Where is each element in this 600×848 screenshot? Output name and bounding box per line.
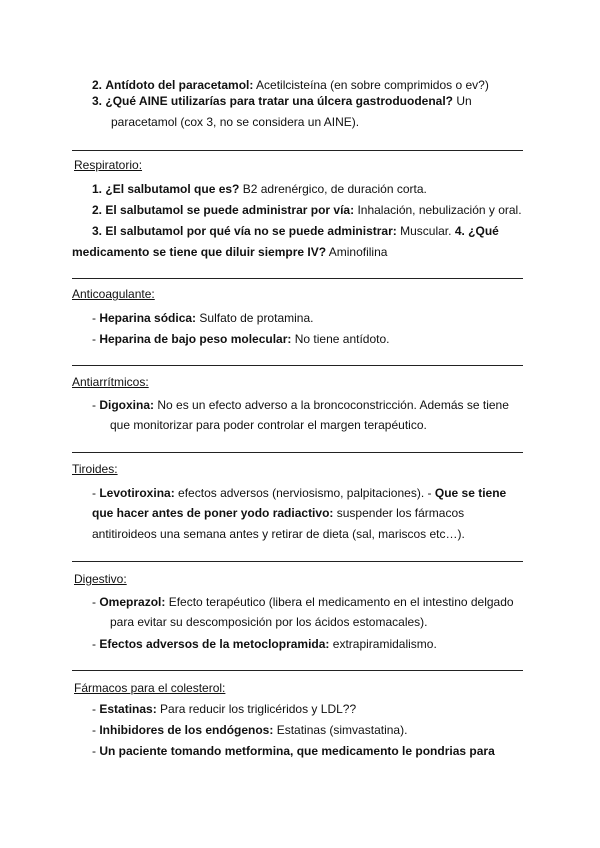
anticoagulante-item-2: - Heparina de bajo peso molecular: No tiene antídoto. (92, 332, 390, 346)
digestivo-item-1: - Omeprazol: Efecto terapéutico (libera el medicamento en el intestino delgado (92, 595, 514, 609)
intro-item-3: 3. ¿Qué AINE utilizarías para tratar una úlcera gastroduodenal? Un (92, 94, 472, 108)
section-title-respiratorio: Respiratorio: (74, 158, 143, 172)
section-title-tiroides: Tiroides: (72, 462, 118, 476)
section-title-antiarritmicos: Antiarrítmicos: (72, 375, 149, 389)
divider (72, 670, 523, 671)
section-title-anticoagulante: Anticoagulante: (72, 287, 155, 301)
intro-item-2: 2. Antídoto del paracetamol: Acetilcisteína (en sobre comprimidos o ev?) (92, 78, 489, 92)
antiarritmicos-item-1: - Digoxina: No es un efecto adverso a la broncoconstricción. Además se tiene (92, 398, 509, 412)
divider (72, 452, 523, 453)
colesterol-item-1: - Estatinas: Para reducir los triglicéridos y LDL?? (92, 702, 357, 716)
respiratorio-item-3: 3. El salbutamol por qué vía no se puede administrar: Muscular. 4. ¿Qué (92, 224, 499, 238)
divider (72, 278, 523, 279)
tiroides-item-2: que hacer antes de poner yodo radiactivo: suspender los fármacos (92, 506, 465, 520)
colesterol-item-2: - Inhibidores de los endógenos: Estatinas (simvastatina). (92, 723, 408, 737)
intro-item-3-cont: paracetamol (cox 3, no se considera un AINE). (111, 115, 360, 129)
tiroides-item-2-cont: antitiroideos una semana antes y retirar de dieta (sal, mariscos etc…). (92, 527, 465, 541)
tiroides-item-1: - Levotiroxina: efectos adversos (nerviosismo, palpitaciones). - Que se tiene (92, 486, 507, 500)
respiratorio-item-1: 1. ¿El salbutamol que es? B2 adrenérgico, de duración corta. (92, 182, 427, 196)
antiarritmicos-item-1-cont: que monitorizar para poder controlar el margen terapéutico. (110, 418, 427, 432)
section-title-colesterol: Fármacos para el colesterol: (74, 681, 226, 695)
section-title-digestivo: Digestivo: (74, 572, 127, 586)
respiratorio-item-4: medicamento se tiene que diluir siempre IV? Aminofilina (72, 245, 388, 259)
anticoagulante-item-1: - Heparina sódica: Sulfato de protamina. (92, 311, 314, 325)
digestivo-item-2: - Efectos adversos de la metoclopramida: extrapiramidalismo. (92, 637, 437, 651)
divider (72, 150, 523, 151)
respiratorio-item-2: 2. El salbutamol se puede administrar por vía: Inhalación, nebulización y oral. (92, 203, 522, 217)
divider (72, 561, 523, 562)
digestivo-item-1-cont: para evitar su descomposición por los ácidos estomacales). (110, 615, 428, 629)
colesterol-item-3: - Un paciente tomando metformina, que medicamento le pondrias para (92, 744, 495, 758)
divider (72, 365, 523, 366)
